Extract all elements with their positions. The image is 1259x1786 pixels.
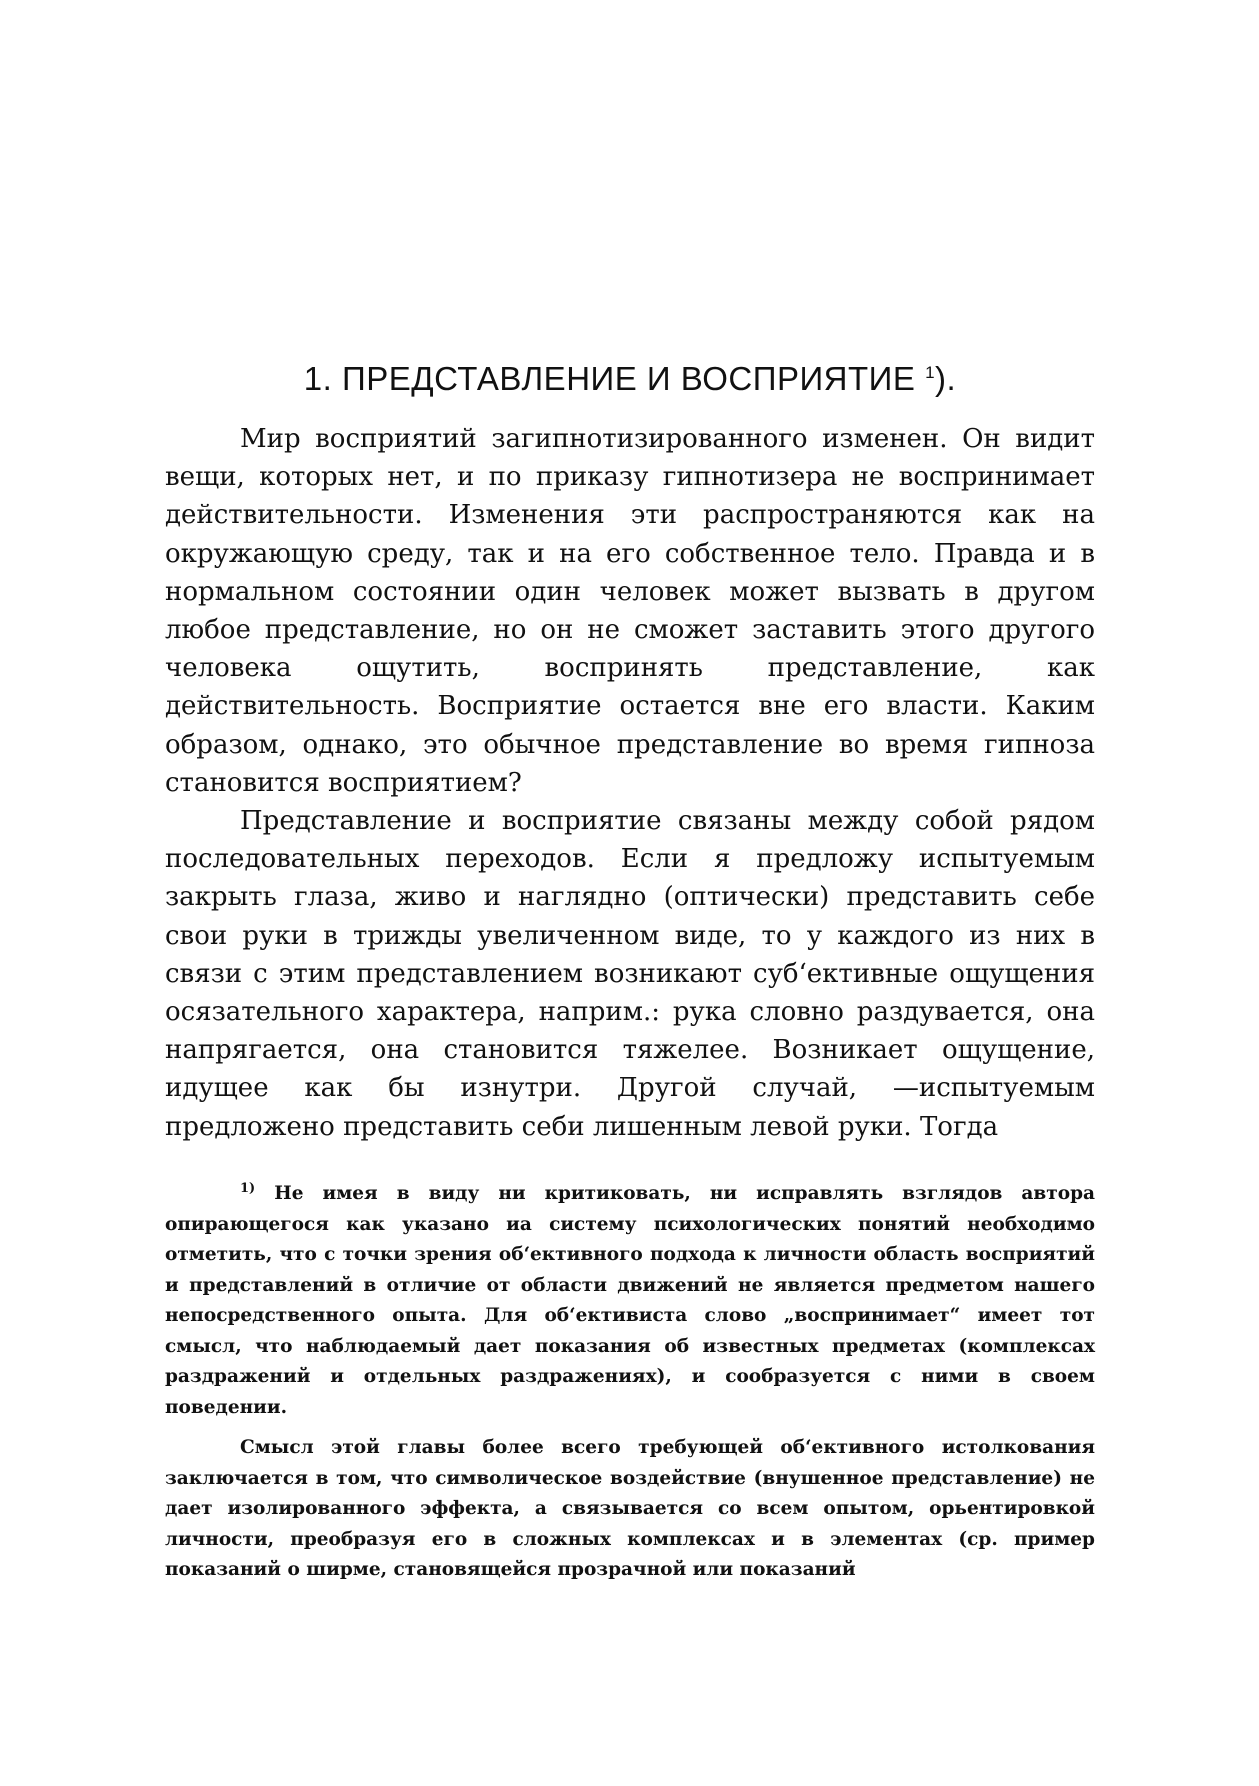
footnote-text: Не имея в виду ни критиковать, ни исправлять взглядов автора опирающегося как указано иа систему психологических понятий необходимо отметить, что с точки зрения об‘ективного подхода к личности область восприятий и представлений в отличие от области движений не является предметом нашего непосредственного опыта. Для об‘ективиста слово „воспринимает“ имеет тот смысл, что наблюдаемый дает показания об известных предметах (комплексах раздражений и отдельных раздражениях), и сообразуется с ними в своем поведении. xyxy=(165,1183,1095,1418)
chapter-title-end: ). xyxy=(935,360,957,397)
footnote-reference: 1 xyxy=(925,363,936,382)
chapter-title xyxy=(165,360,1095,398)
footnotes xyxy=(165,1174,1095,1586)
paragraph-1: Мир восприятий загипнотизированного изменен. Он видит вещи, которых нет, и по приказу гипнотизера не воспринимает действительности. Изменения эти распространяются как на окружающую среду, так и на его собственное тело. Правда и в нормальном состоянии один человек может вызвать в другом любое представление, но он не сможет заставить этого другого человека ощутить, воспринять представление, как действительность. Восприятие остается вне его власти. Каким образом, однако, это обычное представление во время гипноза становится восприятием? xyxy=(165,424,1095,798)
book-page xyxy=(165,360,1095,1586)
footnote-1-continuation xyxy=(165,1433,1095,1586)
footnote-1 xyxy=(165,1174,1095,1423)
footnote-mark: 1) xyxy=(240,1180,256,1196)
paragraph-2: Представление и восприятие связаны между собой рядом последовательных переходов. Если я предложу испытуемым закрыть глаза, живо и наглядно (оптически) представить себе свои руки в трижды увеличенном виде, то у каждого из них в связи с этим представлением возникают суб‘ективные ощущения осязательного характера, наприм.: рука словно раздувается, она напрягается, она становится тяжелее. Возникает ощущение, идущее как бы изнутри. Другой случай, —испытуемым предложено представить себи лишенным левой руки. Тогда xyxy=(165,806,1095,1142)
main-text xyxy=(165,420,1095,1146)
footnote-text: Смысл этой главы более всего требующей об‘ективного истолкования заключается в том, что символическое воздействие (внушенное представление) не дает изолированного эффекта, а связывается со всем опытом, орьентировкой личности, преобразуя его в сложных комплексах и в элементах (ср. пример показаний о ширме, становящейся прозрачной или показаний xyxy=(165,1437,1095,1581)
chapter-title-text: 1. ПРЕДСТАВЛЕНИЕ И ВОСПРИЯТИЕ xyxy=(303,360,916,397)
